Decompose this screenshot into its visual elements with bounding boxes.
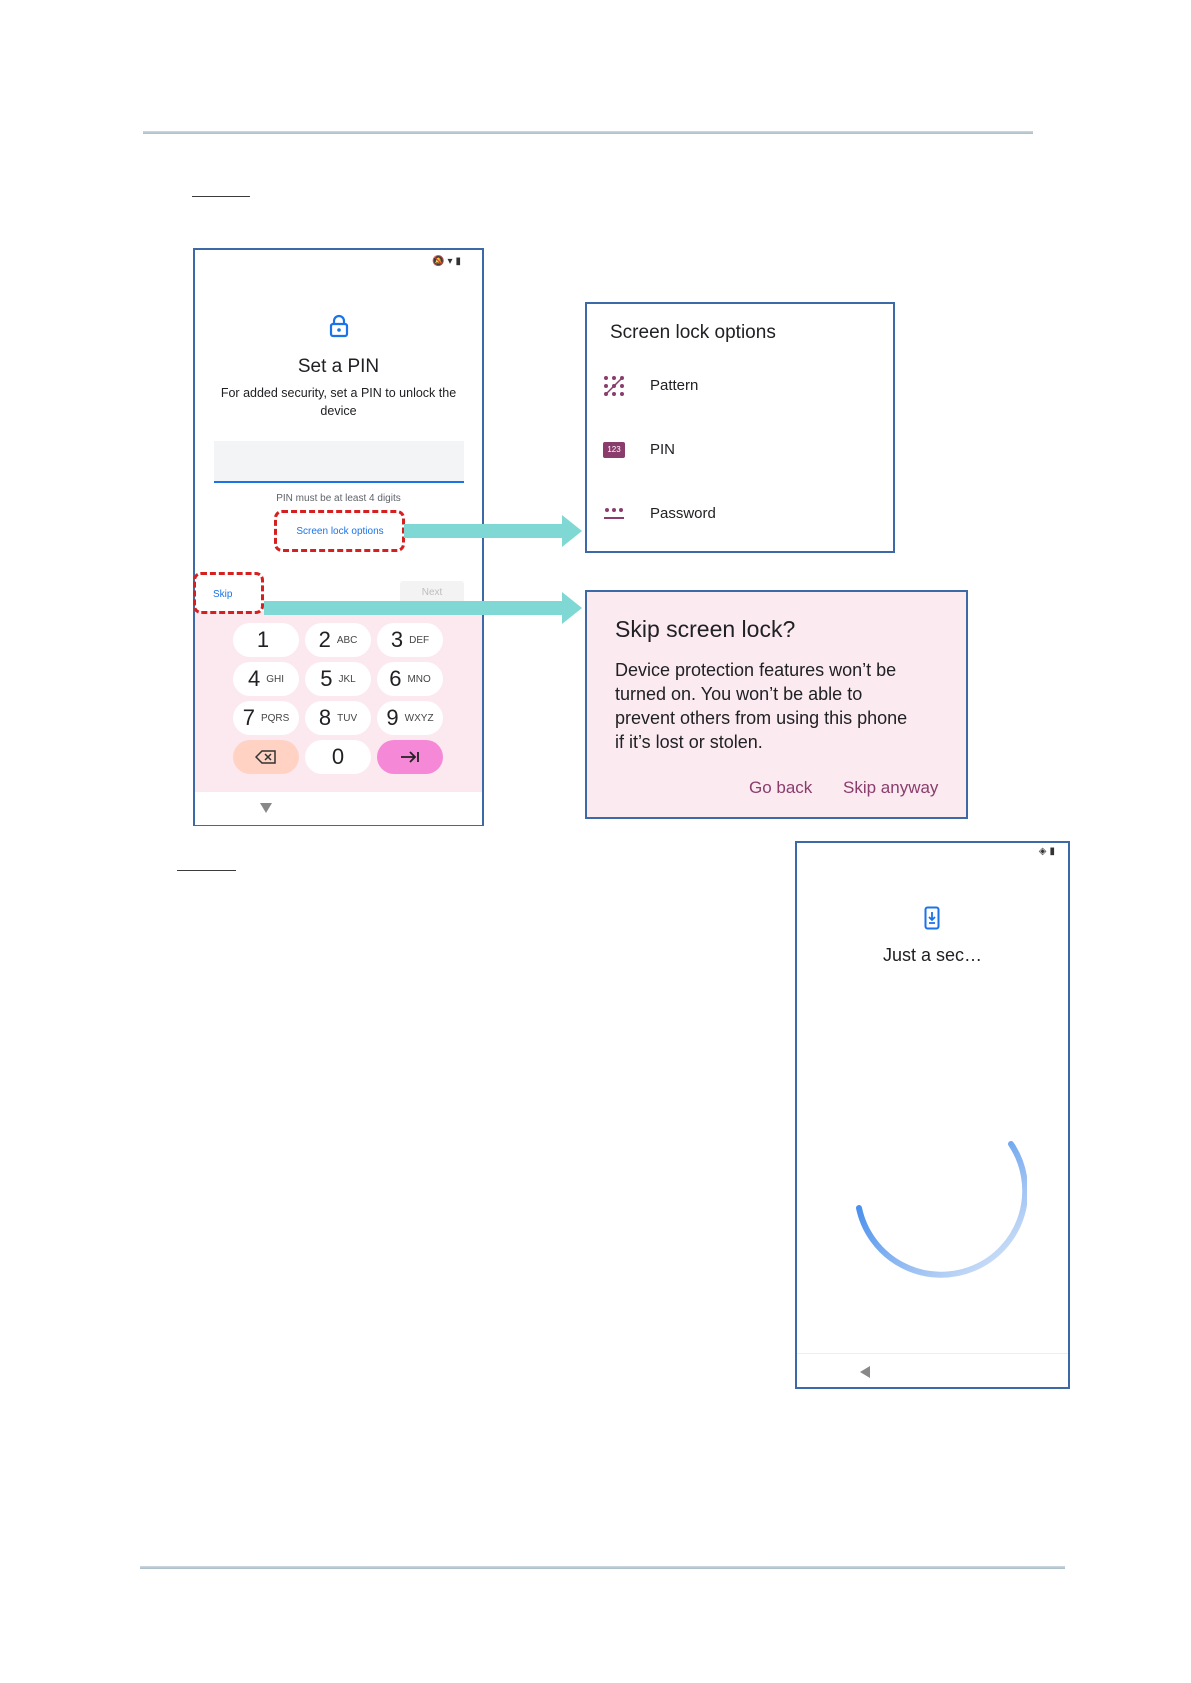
option-pattern[interactable] (587, 364, 893, 408)
backspace-icon (255, 750, 277, 764)
footer-rule (140, 1566, 1065, 1569)
option-pin-label: PIN (650, 441, 676, 458)
arrow-to-skip-dialog (264, 590, 584, 626)
skip-dialog-title: Skip screen lock? (615, 616, 796, 642)
waiting-screen (795, 841, 1070, 1389)
enter-icon (399, 750, 421, 764)
battery-icon: ▮ (455, 256, 464, 267)
waiting-title: Just a sec… (882, 945, 983, 965)
arrow-to-screen-lock-options (404, 513, 584, 549)
nav-down-icon[interactable] (259, 802, 273, 814)
nav-back-icon[interactable] (859, 1365, 871, 1379)
dialog-title: Screen lock options (610, 322, 776, 343)
password-icon (603, 506, 625, 522)
lock-icon (328, 314, 350, 338)
key-2[interactable]: 2 ABC (305, 623, 371, 657)
go-back-button[interactable]: Go back (749, 778, 813, 797)
skip-anyway-button[interactable]: Skip anyway (843, 778, 939, 797)
nav-bar-2 (797, 1353, 1068, 1388)
key-9[interactable]: 9 WXYZ (377, 701, 443, 735)
step-underline-1 (192, 196, 250, 197)
screen-lock-options-link[interactable]: Screen lock options (296, 526, 384, 537)
status-bar-2 (1039, 846, 1058, 857)
page-description: For added security, set a PIN to unlock the device (220, 386, 457, 418)
key-4[interactable]: 4 GHI (233, 662, 299, 696)
highlight-screen-lock-options (274, 510, 405, 552)
option-password[interactable] (587, 492, 893, 536)
option-pattern-label: Pattern (650, 377, 699, 394)
nav-bar (195, 791, 482, 825)
key-6[interactable]: 6 MNO (377, 662, 443, 696)
header-rule (143, 131, 1033, 134)
skip-screen-lock-dialog (585, 590, 968, 819)
battery-icon-2: ▮ (1049, 846, 1058, 857)
enter-key[interactable] (377, 740, 443, 774)
key-8[interactable]: 8 TUV (305, 701, 371, 735)
wifi-icon: ▾ (447, 256, 456, 267)
phone-download-icon (924, 906, 940, 930)
backspace-key[interactable] (233, 740, 299, 774)
screen-lock-options-dialog (585, 302, 895, 553)
loading-spinner (847, 1136, 1027, 1316)
key-1[interactable]: 1 (233, 623, 299, 657)
pattern-icon (603, 375, 625, 397)
pin-input[interactable] (214, 441, 464, 483)
highlight-skip (193, 572, 264, 614)
key-3[interactable]: 3 DEF (377, 623, 443, 657)
skip-dialog-body: Device protection features won’t be turned on. You won’t be able to prevent others from using this phone if it’s lost or stolen. (615, 660, 908, 752)
pin-icon: 123 (603, 442, 625, 458)
status-bar (432, 256, 464, 267)
vibrate-icon: ◈ (1038, 846, 1050, 857)
pin-helper-text: PIN must be at least 4 digits (276, 493, 401, 504)
skip-button[interactable]: Skip (213, 589, 233, 600)
next-button[interactable]: Next (400, 581, 464, 605)
option-password-label: Password (650, 505, 716, 522)
page-title: Set a PIN (297, 356, 380, 377)
mute-icon: 🔕 (432, 256, 448, 267)
key-7[interactable]: 7 PQRS (233, 701, 299, 735)
key-0[interactable]: 0 (305, 740, 371, 774)
step-underline-2 (177, 870, 236, 871)
key-5[interactable]: 5 JKL (305, 662, 371, 696)
option-pin[interactable] (587, 428, 893, 472)
keypad (195, 611, 482, 791)
